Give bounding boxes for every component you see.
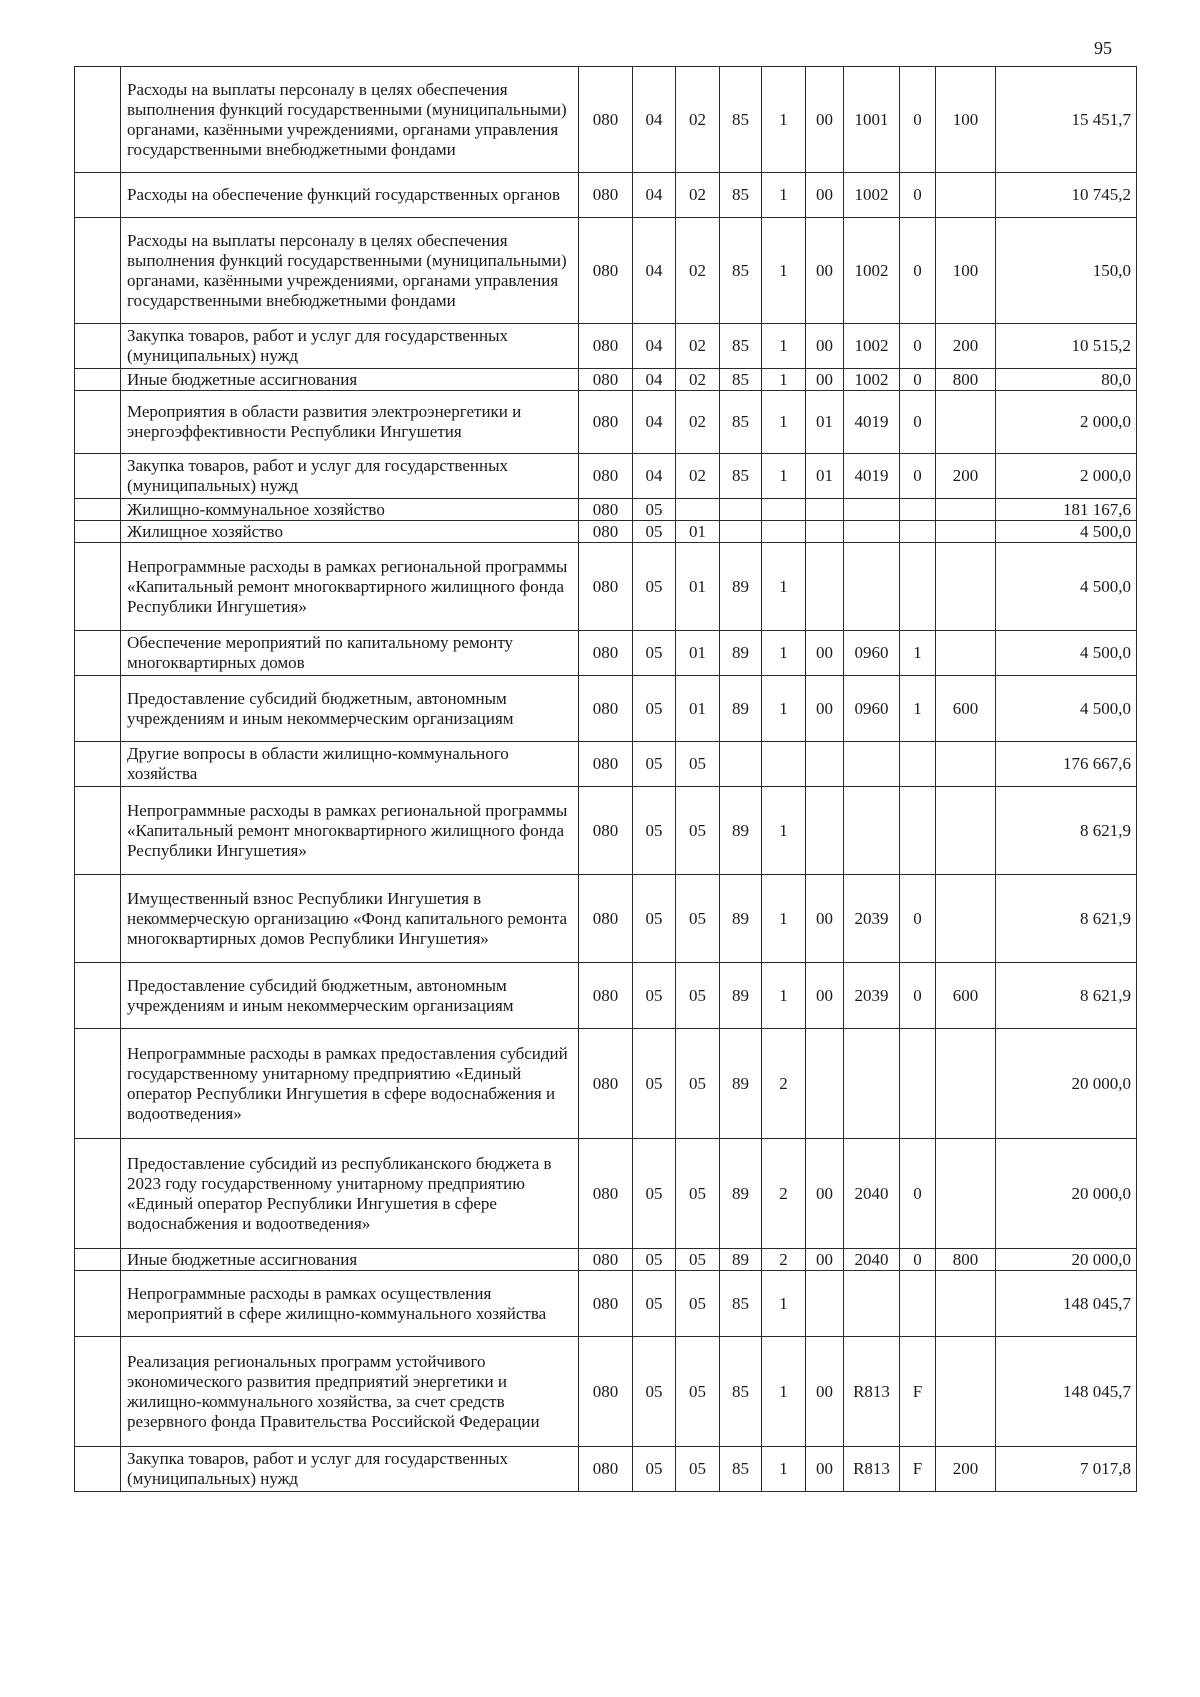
- event-code-cell: 01: [806, 391, 844, 454]
- subprogram-code-cell: 1: [762, 1271, 806, 1337]
- direction-code-cell: [844, 742, 900, 787]
- event-code-cell: [806, 742, 844, 787]
- program-code-cell: 89: [720, 875, 762, 963]
- amount-cell: 4 500,0: [996, 676, 1137, 742]
- chapter-code-cell: 080: [579, 1447, 633, 1492]
- event-code-cell: [806, 521, 844, 543]
- chapter-code-cell: 080: [579, 1337, 633, 1447]
- expense-type-code-cell: 200: [936, 454, 996, 499]
- chapter-code-cell: 080: [579, 1139, 633, 1249]
- event-code-cell: 00: [806, 173, 844, 218]
- expense-type-code-cell: [936, 875, 996, 963]
- program-code-cell: [720, 521, 762, 543]
- section-code-cell: 05: [633, 963, 676, 1029]
- table-row: [75, 676, 1137, 742]
- direction-suffix-cell: 0: [900, 173, 936, 218]
- amount-cell: 176 667,6: [996, 742, 1137, 787]
- chapter-code-cell: 080: [579, 1029, 633, 1139]
- table-row: [75, 67, 1137, 173]
- row-marker-cell: [75, 543, 121, 631]
- expense-name-cell: Закупка товаров, работ и услуг для государственных (муниципальных) нужд: [121, 324, 579, 369]
- subprogram-code-cell: 1: [762, 963, 806, 1029]
- direction-suffix-cell: 1: [900, 676, 936, 742]
- subsection-code-cell: 05: [676, 1447, 720, 1492]
- program-code-cell: 85: [720, 218, 762, 324]
- row-marker-cell: [75, 218, 121, 324]
- direction-code-cell: 2039: [844, 963, 900, 1029]
- subprogram-code-cell: 1: [762, 391, 806, 454]
- row-marker-cell: [75, 499, 121, 521]
- table-row: [75, 499, 1137, 521]
- row-marker-cell: [75, 1271, 121, 1337]
- direction-suffix-cell: F: [900, 1337, 936, 1447]
- amount-cell: 4 500,0: [996, 543, 1137, 631]
- chapter-code-cell: 080: [579, 631, 633, 676]
- section-code-cell: 05: [633, 1249, 676, 1271]
- event-code-cell: 00: [806, 67, 844, 173]
- subprogram-code-cell: 1: [762, 543, 806, 631]
- row-marker-cell: [75, 173, 121, 218]
- chapter-code-cell: 080: [579, 1249, 633, 1271]
- row-marker-cell: [75, 1139, 121, 1249]
- subprogram-code-cell: 1: [762, 787, 806, 875]
- chapter-code-cell: 080: [579, 521, 633, 543]
- program-code-cell: 89: [720, 787, 762, 875]
- direction-suffix-cell: 1: [900, 631, 936, 676]
- expense-name-cell: Жилищное хозяйство: [121, 521, 579, 543]
- chapter-code-cell: 080: [579, 1271, 633, 1337]
- section-code-cell: 05: [633, 875, 676, 963]
- subsection-code-cell: 01: [676, 543, 720, 631]
- expense-type-code-cell: [936, 1271, 996, 1337]
- direction-suffix-cell: [900, 499, 936, 521]
- subprogram-code-cell: 2: [762, 1249, 806, 1271]
- program-code-cell: 89: [720, 631, 762, 676]
- amount-cell: 148 045,7: [996, 1271, 1137, 1337]
- program-code-cell: 89: [720, 1249, 762, 1271]
- row-marker-cell: [75, 391, 121, 454]
- direction-code-cell: 2040: [844, 1139, 900, 1249]
- expense-type-code-cell: [936, 1139, 996, 1249]
- section-code-cell: 04: [633, 218, 676, 324]
- chapter-code-cell: 080: [579, 391, 633, 454]
- subprogram-code-cell: 1: [762, 454, 806, 499]
- table-row: [75, 173, 1137, 218]
- section-code-cell: 04: [633, 324, 676, 369]
- table-row: [75, 1337, 1137, 1447]
- program-code-cell: 85: [720, 454, 762, 499]
- amount-cell: 8 621,9: [996, 963, 1137, 1029]
- amount-cell: 10 745,2: [996, 173, 1137, 218]
- direction-code-cell: 4019: [844, 391, 900, 454]
- subsection-code-cell: 02: [676, 324, 720, 369]
- expense-type-code-cell: 100: [936, 67, 996, 173]
- expense-type-code-cell: [936, 521, 996, 543]
- expense-type-code-cell: [936, 391, 996, 454]
- section-code-cell: 05: [633, 787, 676, 875]
- subprogram-code-cell: 1: [762, 67, 806, 173]
- expense-name-cell: Непрограммные расходы в рамках региональной программы «Капитальный ремонт многоквартирного жилищного фонда Республики Ингушетия»: [121, 543, 579, 631]
- program-code-cell: 85: [720, 1271, 762, 1337]
- section-code-cell: 04: [633, 173, 676, 218]
- direction-code-cell: 1001: [844, 67, 900, 173]
- program-code-cell: 89: [720, 543, 762, 631]
- section-code-cell: 05: [633, 1337, 676, 1447]
- page-number: 95: [1094, 38, 1112, 58]
- subsection-code-cell: 01: [676, 676, 720, 742]
- expense-name-cell: Непрограммные расходы в рамках осуществления мероприятий в сфере жилищно-коммунального хозяйства: [121, 1271, 579, 1337]
- amount-cell: 8 621,9: [996, 787, 1137, 875]
- direction-suffix-cell: 0: [900, 67, 936, 173]
- direction-code-cell: 2040: [844, 1249, 900, 1271]
- expense-name-cell: Расходы на выплаты персоналу в целях обеспечения выполнения функций государственными (муниципальными) органами, казёнными учреждениями, органами управления государственными внебюджетными фондами: [121, 67, 579, 173]
- chapter-code-cell: 080: [579, 787, 633, 875]
- subsection-code-cell: 05: [676, 1337, 720, 1447]
- section-code-cell: 05: [633, 631, 676, 676]
- direction-code-cell: [844, 543, 900, 631]
- chapter-code-cell: 080: [579, 875, 633, 963]
- event-code-cell: [806, 499, 844, 521]
- event-code-cell: 00: [806, 324, 844, 369]
- amount-cell: 15 451,7: [996, 67, 1137, 173]
- subsection-code-cell: 02: [676, 67, 720, 173]
- subprogram-code-cell: 1: [762, 676, 806, 742]
- section-code-cell: 05: [633, 1271, 676, 1337]
- table-row: [75, 391, 1137, 454]
- section-code-cell: 05: [633, 676, 676, 742]
- expense-type-code-cell: [936, 742, 996, 787]
- expense-name-cell: Непрограммные расходы в рамках региональной программы «Капитальный ремонт многоквартирного жилищного фонда Республики Ингушетия»: [121, 787, 579, 875]
- subsection-code-cell: 05: [676, 1029, 720, 1139]
- amount-cell: 20 000,0: [996, 1249, 1137, 1271]
- row-marker-cell: [75, 742, 121, 787]
- table-row: [75, 1271, 1137, 1337]
- row-marker-cell: [75, 1447, 121, 1492]
- section-code-cell: 05: [633, 1029, 676, 1139]
- table-row: [75, 521, 1137, 543]
- event-code-cell: 00: [806, 875, 844, 963]
- expense-name-cell: Закупка товаров, работ и услуг для государственных (муниципальных) нужд: [121, 454, 579, 499]
- amount-cell: 4 500,0: [996, 631, 1137, 676]
- event-code-cell: 00: [806, 1447, 844, 1492]
- program-code-cell: 85: [720, 173, 762, 218]
- event-code-cell: 00: [806, 1249, 844, 1271]
- amount-cell: 181 167,6: [996, 499, 1137, 521]
- section-code-cell: 04: [633, 391, 676, 454]
- chapter-code-cell: 080: [579, 218, 633, 324]
- chapter-code-cell: 080: [579, 963, 633, 1029]
- direction-suffix-cell: 0: [900, 1249, 936, 1271]
- program-code-cell: 85: [720, 67, 762, 173]
- subsection-code-cell: 01: [676, 631, 720, 676]
- subsection-code-cell: 02: [676, 369, 720, 391]
- subprogram-code-cell: [762, 521, 806, 543]
- direction-code-cell: 0960: [844, 676, 900, 742]
- subprogram-code-cell: 1: [762, 173, 806, 218]
- direction-code-cell: [844, 499, 900, 521]
- expense-type-code-cell: 800: [936, 1249, 996, 1271]
- direction-suffix-cell: 0: [900, 875, 936, 963]
- table-row: [75, 631, 1137, 676]
- program-code-cell: 89: [720, 963, 762, 1029]
- expense-type-code-cell: 800: [936, 369, 996, 391]
- table-row: [75, 742, 1137, 787]
- section-code-cell: 04: [633, 67, 676, 173]
- row-marker-cell: [75, 1249, 121, 1271]
- chapter-code-cell: 080: [579, 543, 633, 631]
- expense-type-code-cell: [936, 1337, 996, 1447]
- event-code-cell: 00: [806, 676, 844, 742]
- row-marker-cell: [75, 454, 121, 499]
- subprogram-code-cell: 1: [762, 324, 806, 369]
- amount-cell: 148 045,7: [996, 1337, 1137, 1447]
- section-code-cell: 05: [633, 1447, 676, 1492]
- direction-suffix-cell: 0: [900, 963, 936, 1029]
- event-code-cell: 01: [806, 454, 844, 499]
- expense-type-code-cell: 600: [936, 963, 996, 1029]
- event-code-cell: 00: [806, 1139, 844, 1249]
- direction-suffix-cell: [900, 543, 936, 631]
- amount-cell: 8 621,9: [996, 875, 1137, 963]
- row-marker-cell: [75, 631, 121, 676]
- subprogram-code-cell: 1: [762, 631, 806, 676]
- section-code-cell: 05: [633, 742, 676, 787]
- amount-cell: 10 515,2: [996, 324, 1137, 369]
- expense-name-cell: Жилищно-коммунальное хозяйство: [121, 499, 579, 521]
- expense-type-code-cell: [936, 499, 996, 521]
- table-row: [75, 369, 1137, 391]
- subsection-code-cell: 05: [676, 742, 720, 787]
- expense-name-cell: Расходы на обеспечение функций государственных органов: [121, 173, 579, 218]
- direction-suffix-cell: [900, 1271, 936, 1337]
- expense-name-cell: Предоставление субсидий бюджетным, автономным учреждениям и иным некоммерческим организациям: [121, 676, 579, 742]
- subprogram-code-cell: 2: [762, 1139, 806, 1249]
- direction-code-cell: [844, 787, 900, 875]
- table-body: [75, 67, 1137, 1492]
- direction-suffix-cell: F: [900, 1447, 936, 1492]
- event-code-cell: 00: [806, 1337, 844, 1447]
- expense-name-cell: Предоставление субсидий из республиканского бюджета в 2023 году государственному унитарному предприятию «Единый оператор Республики Ингушетия в сфере водоснабжения и водоотведения»: [121, 1139, 579, 1249]
- chapter-code-cell: 080: [579, 742, 633, 787]
- row-marker-cell: [75, 787, 121, 875]
- row-marker-cell: [75, 875, 121, 963]
- direction-code-cell: 1002: [844, 218, 900, 324]
- chapter-code-cell: 080: [579, 369, 633, 391]
- subprogram-code-cell: [762, 742, 806, 787]
- subsection-code-cell: 02: [676, 218, 720, 324]
- expense-name-cell: Мероприятия в области развития электроэнергетики и энергоэффективности Республики Ингушетия: [121, 391, 579, 454]
- subsection-code-cell: 05: [676, 1139, 720, 1249]
- subprogram-code-cell: 1: [762, 218, 806, 324]
- expense-type-code-cell: [936, 1029, 996, 1139]
- table-row: [75, 1447, 1137, 1492]
- expense-name-cell: Предоставление субсидий бюджетным, автономным учреждениям и иным некоммерческим организациям: [121, 963, 579, 1029]
- direction-suffix-cell: [900, 742, 936, 787]
- event-code-cell: [806, 543, 844, 631]
- direction-suffix-cell: [900, 787, 936, 875]
- table-row: [75, 543, 1137, 631]
- direction-suffix-cell: [900, 1029, 936, 1139]
- subsection-code-cell: 02: [676, 391, 720, 454]
- amount-cell: 2 000,0: [996, 454, 1137, 499]
- row-marker-cell: [75, 1337, 121, 1447]
- amount-cell: 80,0: [996, 369, 1137, 391]
- amount-cell: 4 500,0: [996, 521, 1137, 543]
- event-code-cell: [806, 787, 844, 875]
- table-row: [75, 963, 1137, 1029]
- subsection-code-cell: 05: [676, 1271, 720, 1337]
- table-row: [75, 787, 1137, 875]
- chapter-code-cell: 080: [579, 173, 633, 218]
- program-code-cell: 85: [720, 391, 762, 454]
- subsection-code-cell: 02: [676, 173, 720, 218]
- subsection-code-cell: 05: [676, 1249, 720, 1271]
- program-code-cell: 89: [720, 1029, 762, 1139]
- direction-suffix-cell: 0: [900, 369, 936, 391]
- event-code-cell: 00: [806, 963, 844, 1029]
- event-code-cell: 00: [806, 631, 844, 676]
- program-code-cell: [720, 742, 762, 787]
- table-row: [75, 454, 1137, 499]
- expense-type-code-cell: [936, 543, 996, 631]
- amount-cell: 150,0: [996, 218, 1137, 324]
- direction-code-cell: 1002: [844, 324, 900, 369]
- section-code-cell: 05: [633, 521, 676, 543]
- subprogram-code-cell: 2: [762, 1029, 806, 1139]
- chapter-code-cell: 080: [579, 499, 633, 521]
- subsection-code-cell: 02: [676, 454, 720, 499]
- expense-name-cell: Иные бюджетные ассигнования: [121, 369, 579, 391]
- expense-type-code-cell: [936, 787, 996, 875]
- event-code-cell: [806, 1029, 844, 1139]
- table-row: [75, 875, 1137, 963]
- amount-cell: 2 000,0: [996, 391, 1137, 454]
- chapter-code-cell: 080: [579, 67, 633, 173]
- row-marker-cell: [75, 324, 121, 369]
- program-code-cell: 85: [720, 1447, 762, 1492]
- table-row: [75, 324, 1137, 369]
- subprogram-code-cell: 1: [762, 369, 806, 391]
- row-marker-cell: [75, 521, 121, 543]
- direction-code-cell: [844, 1029, 900, 1139]
- direction-code-cell: 0960: [844, 631, 900, 676]
- event-code-cell: [806, 1271, 844, 1337]
- amount-cell: 20 000,0: [996, 1029, 1137, 1139]
- direction-code-cell: [844, 1271, 900, 1337]
- program-code-cell: 89: [720, 676, 762, 742]
- expense-name-cell: Имущественный взнос Республики Ингушетия в некоммерческую организацию «Фонд капитального ремонта многоквартирных домов Республики Ингушетия»: [121, 875, 579, 963]
- row-marker-cell: [75, 1029, 121, 1139]
- direction-suffix-cell: 0: [900, 218, 936, 324]
- table-row: [75, 1249, 1137, 1271]
- subsection-code-cell: 01: [676, 521, 720, 543]
- subsection-code-cell: [676, 499, 720, 521]
- direction-suffix-cell: 0: [900, 324, 936, 369]
- amount-cell: 7 017,8: [996, 1447, 1137, 1492]
- direction-suffix-cell: 0: [900, 454, 936, 499]
- table-row: [75, 1029, 1137, 1139]
- expense-type-code-cell: 200: [936, 1447, 996, 1492]
- section-code-cell: 04: [633, 454, 676, 499]
- program-code-cell: 89: [720, 1139, 762, 1249]
- expense-type-code-cell: [936, 631, 996, 676]
- expense-name-cell: Непрограммные расходы в рамках предоставления субсидий государственному унитарному предприятию «Единый оператор Республики Ингушетия в сфере водоснабжения и водоотведения»: [121, 1029, 579, 1139]
- table-row: [75, 1139, 1137, 1249]
- subsection-code-cell: 05: [676, 875, 720, 963]
- event-code-cell: 00: [806, 218, 844, 324]
- direction-suffix-cell: 0: [900, 391, 936, 454]
- expense-name-cell: Расходы на выплаты персоналу в целях обеспечения выполнения функций государственными (муниципальными) органами, казёнными учреждениями, органами управления государственными внебюджетными фондами: [121, 218, 579, 324]
- subprogram-code-cell: 1: [762, 1337, 806, 1447]
- subsection-code-cell: 05: [676, 787, 720, 875]
- direction-code-cell: 1002: [844, 173, 900, 218]
- direction-code-cell: R813: [844, 1447, 900, 1492]
- direction-code-cell: 4019: [844, 454, 900, 499]
- expense-name-cell: Обеспечение мероприятий по капитальному ремонту многоквартирных домов: [121, 631, 579, 676]
- row-marker-cell: [75, 963, 121, 1029]
- section-code-cell: 05: [633, 1139, 676, 1249]
- chapter-code-cell: 080: [579, 454, 633, 499]
- expense-name-cell: Реализация региональных программ устойчивого экономического развития предприятий энергетики и жилищно-коммунального хозяйства, за счет средств резервного фонда Правительства Российской Федерации: [121, 1337, 579, 1447]
- row-marker-cell: [75, 67, 121, 173]
- program-code-cell: 85: [720, 369, 762, 391]
- section-code-cell: 05: [633, 543, 676, 631]
- subprogram-code-cell: 1: [762, 875, 806, 963]
- subprogram-code-cell: [762, 499, 806, 521]
- row-marker-cell: [75, 676, 121, 742]
- direction-suffix-cell: 0: [900, 1139, 936, 1249]
- expense-type-code-cell: [936, 173, 996, 218]
- expense-type-code-cell: 600: [936, 676, 996, 742]
- direction-code-cell: 2039: [844, 875, 900, 963]
- expense-name-cell: Закупка товаров, работ и услуг для государственных (муниципальных) нужд: [121, 1447, 579, 1492]
- amount-cell: 20 000,0: [996, 1139, 1137, 1249]
- section-code-cell: 04: [633, 369, 676, 391]
- subsection-code-cell: 05: [676, 963, 720, 1029]
- expense-name-cell: Другие вопросы в области жилищно-коммунального хозяйства: [121, 742, 579, 787]
- expense-type-code-cell: 100: [936, 218, 996, 324]
- event-code-cell: 00: [806, 369, 844, 391]
- subprogram-code-cell: 1: [762, 1447, 806, 1492]
- table-row: [75, 218, 1137, 324]
- section-code-cell: 05: [633, 499, 676, 521]
- row-marker-cell: [75, 369, 121, 391]
- expense-type-code-cell: 200: [936, 324, 996, 369]
- direction-suffix-cell: [900, 521, 936, 543]
- direction-code-cell: 1002: [844, 369, 900, 391]
- program-code-cell: 85: [720, 324, 762, 369]
- chapter-code-cell: 080: [579, 676, 633, 742]
- chapter-code-cell: 080: [579, 324, 633, 369]
- budget-table: [74, 66, 1137, 1492]
- program-code-cell: 85: [720, 1337, 762, 1447]
- direction-code-cell: R813: [844, 1337, 900, 1447]
- direction-code-cell: [844, 521, 900, 543]
- expense-name-cell: Иные бюджетные ассигнования: [121, 1249, 579, 1271]
- program-code-cell: [720, 499, 762, 521]
